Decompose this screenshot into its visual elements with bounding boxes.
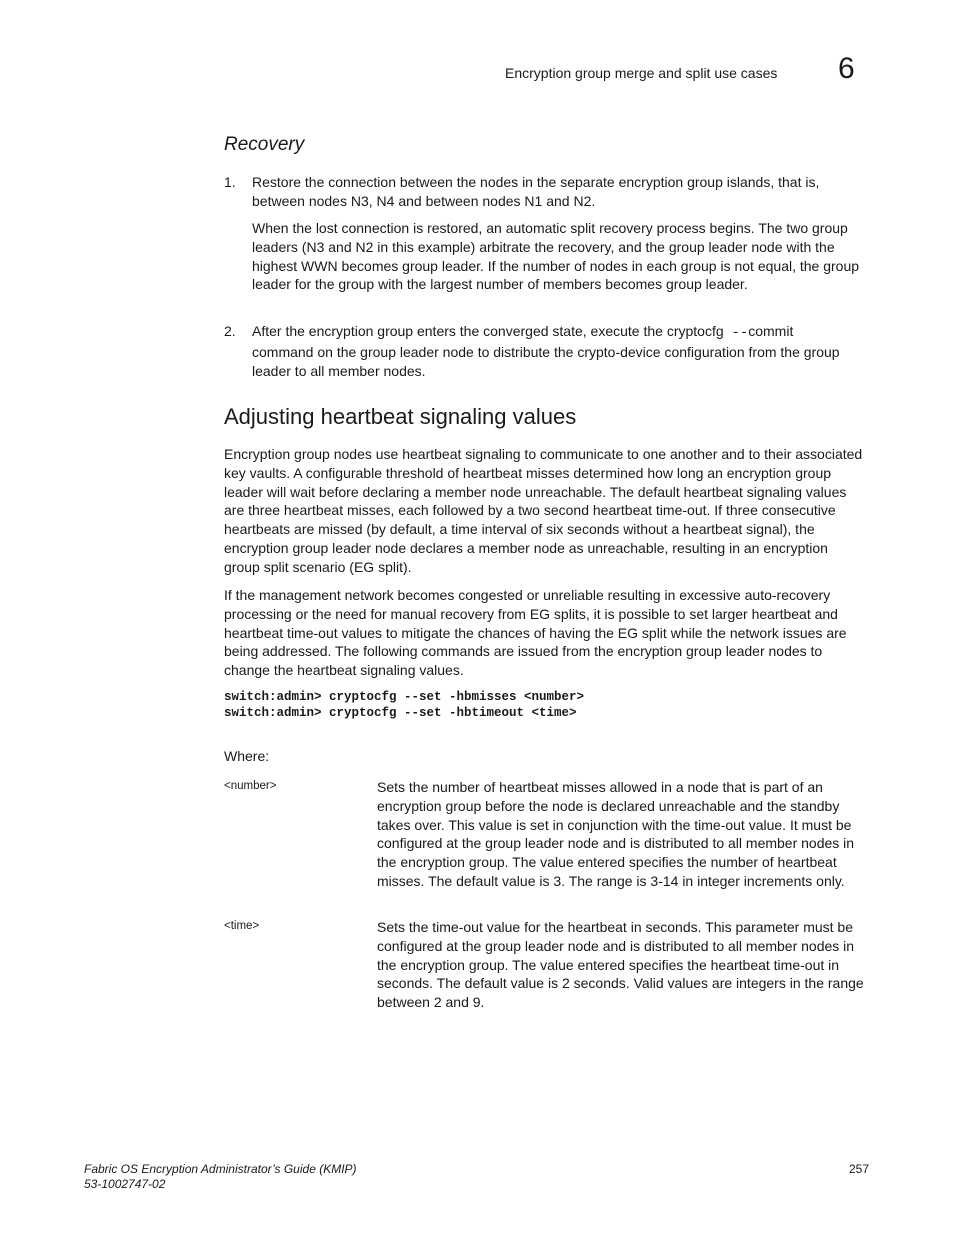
recovery-heading: Recovery (224, 134, 305, 155)
param-desc-time: Sets the time-out value for the heartbeat in seconds. This parameter must be configured at the group leader node and is distributed to all member nodes in the encryption group. The value entered specifies the heartbeat time-out in seconds. The default value is 2 seconds. Valid values are integers in the range between 2 and 9. (377, 919, 864, 1011)
running-header-title: Encryption group merge and split use cases (505, 65, 778, 81)
code-line-hbtimeout: switch:admin> cryptocfg --set -hbtimeout <time> (224, 706, 577, 720)
step-1-number: 1. (224, 174, 236, 190)
section-title: Adjusting heartbeat signaling values (224, 404, 577, 429)
keyword-cryptocfg: cryptocfg (666, 323, 724, 339)
param-term-time: <time> (224, 920, 260, 932)
step-1-detail: When the lost connection is restored, an automatic split recovery process begins. The two group leaders (N3 and N2 in this example) arbitrate the recovery, and the group leader node with the highest WWN becomes group leader. If the number of nodes in each group is not equal, the group leader for the group with the largest number of members becomes group leader. (252, 220, 860, 293)
step-2-text-c: command on the group leader node to distribute the crypto-device configuration from the group leader to all member nodes. (252, 343, 840, 379)
keyword-converged: converged (483, 323, 549, 339)
step-2-text (252, 322, 864, 380)
footer-doc-number: 53-1002747-02 (84, 1177, 166, 1191)
section-paragraph-2: If the management network becomes congested or unreliable resulting in excessive auto-recovery processing or the need for manual recovery from EG splits, it is possible to set larger heartbeat and heartbeat time-out values to mitigate the chances of having the EG split while the network issues are being addressed. The following commands are issued from the encryption group leader nodes to change the heartbeat signaling values. (224, 587, 847, 679)
chapter-number: 6 (838, 52, 855, 85)
code-line-hbmisses: switch:admin> cryptocfg --set -hbmisses <number> (224, 690, 585, 704)
keyword-commit: commit (748, 323, 794, 339)
section-paragraph-1: Encryption group nodes use heartbeat signaling to communicate to one another and to their associated key vaults. A configurable threshold of heartbeat misses determined how long an encryption group leader will wait before declaring a member node unreachable. The default heartbeat signaling values are three heartbeat misses, each followed by a two second heartbeat time-out. If three consecutive heartbeats are missed (by default, a time interval of six seconds without a heartbeat signal), the encryption group leader node declares a member node as unreachable, resulting in an encryption group split scenario (EG split). (224, 446, 863, 575)
step-2-number: 2. (224, 323, 236, 339)
step-2-text-b: state, execute the (548, 323, 667, 339)
param-desc-number: Sets the number of heartbeat misses allowed in a node that is part of an encryption group before the node is declared unreachable and the standby takes over. This value is set in conjunction with the time-out value. It must be configured at the group leader node and is distributed to all member nodes in the encryption group. The value entered specifies the number of heartbeat misses. The default value is 3. The range is 3-14 in integer increments only. (377, 779, 855, 889)
param-term-number: <number> (224, 780, 277, 792)
keyword-commit-dashes: -- (731, 325, 749, 341)
footer-page-number: 257 (849, 1162, 870, 1176)
step-1-text: Restore the connection between the nodes in the separate encryption group islands, that is, between nodes N3, N4 and between nodes N1 and N2. (252, 174, 820, 209)
footer-guide-title: Fabric OS Encryption Administrator’s Guide (KMIP) (84, 1162, 357, 1176)
step-2-text-a: After the encryption group enters the (252, 323, 484, 339)
where-label: Where: (224, 748, 270, 764)
